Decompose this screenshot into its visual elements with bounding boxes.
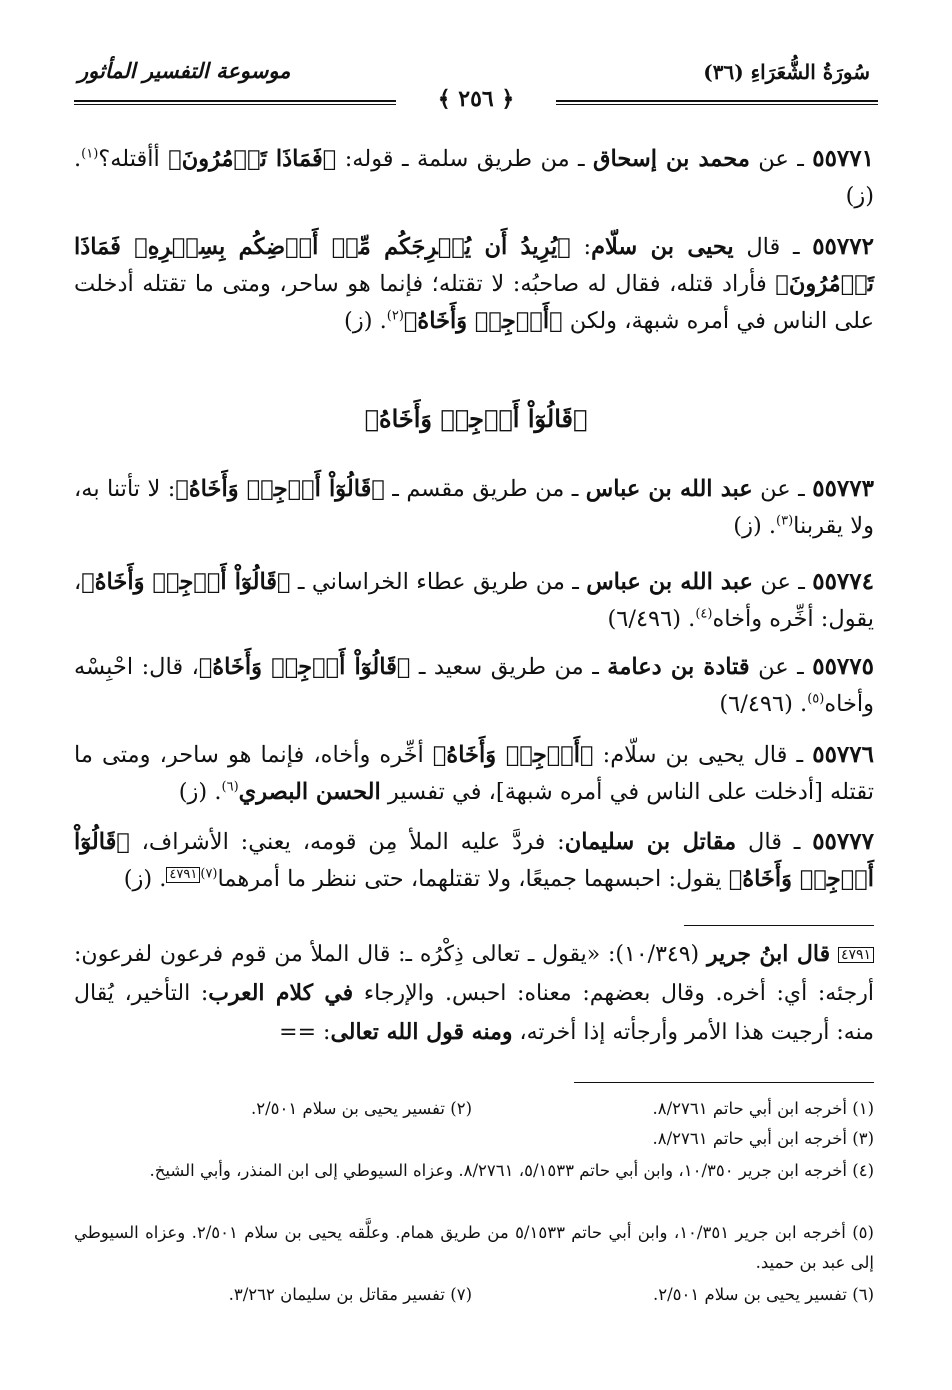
entry-text: ـ عن	[752, 476, 813, 502]
entry-text: ، قال: احْبِسْه وأخاه	[74, 654, 874, 717]
entry-source: . (ز)	[733, 513, 777, 539]
entry-source: . (٦/٤٩٦)	[719, 691, 808, 717]
entry-text: ـ قال	[736, 829, 813, 855]
surah-header: سُورَةُ الشُّعَرَاءِ (٣٦)	[703, 60, 870, 84]
entry-55775	[74, 648, 874, 723]
note-title: قال ابنُ جرير	[706, 941, 831, 967]
entry-number: ٥٥٧٧٧	[812, 828, 874, 855]
entry-text: : فردَّ عليه الملأ مِن قومه، يعني: الأشراف،	[129, 829, 565, 855]
footnote-ref[interactable]: (١)	[81, 146, 99, 162]
entry-source: . (ز)	[178, 779, 222, 805]
narrator-name: مقاتل بن سليمان	[564, 829, 737, 855]
entry-text: :	[570, 234, 592, 260]
entry-text: أخِّره وأخاه، فإنما هو ساحر، ومتى ما تقتله [أدخلت على الناس في أمره شبهة]، في تفسير	[74, 742, 874, 805]
entry-text: ، يقول: أخِّره وأخاه	[74, 569, 874, 632]
entry-55774	[74, 563, 874, 638]
quran-quote: ﴿يُرِيدُ أَن يُخۡرِجَكُم مِّنۡ أَرۡضِكُم بِسِحۡرِهِۦ فَمَاذَا تَأۡمُرُونَ﴾	[74, 234, 874, 297]
entry-number: ٥٥٧٧٤	[812, 568, 874, 595]
narrator-name: يحيى بن سلّام	[591, 234, 734, 260]
note-separator	[684, 925, 874, 926]
entry-source: . (ز)	[123, 866, 167, 892]
entry-text: : لا تأتنا به، ولا يقربنا	[74, 476, 874, 539]
quran-quote: ﴿أَرۡجِهۡ وَأَخَاهُ﴾	[403, 308, 563, 334]
entry-text: ـ عن	[752, 569, 813, 595]
entry-text: ـ قال	[733, 234, 813, 260]
note-text: : التأخير، يُقال منه: أرجيت هذا الأمر وأرجأته إذا أخرته،	[74, 981, 874, 1045]
entry-number: ٥٥٧٧٣	[812, 475, 874, 502]
entry-text: أأقتله؟	[98, 146, 169, 172]
entry-text: ـ عن	[749, 146, 813, 172]
narrator-name: قتادة بن دعامة	[607, 654, 750, 680]
narrator-name: محمد بن إسحاق	[593, 146, 750, 172]
quran-quote: ﴿قَالُوٓاْ أَرۡجِهۡ وَأَخَاهُ﴾	[175, 476, 385, 502]
note-continuation: : ==	[279, 1020, 331, 1045]
footnote-7: (٧) تفسير مقاتل بن سليمان ٣/٢٦٢.	[228, 1285, 472, 1304]
footnote-ref[interactable]: (٦)	[221, 779, 239, 795]
book-title: موسوعة التفسير المأثور	[78, 58, 291, 83]
footnote-5: (٥) أخرجه ابن جرير ١٠/٣٥١، وابن أبي حاتم ٥/١٥٣٣ من طريق همام. وعلَّقه يحيى بن سلام ٢/٥٠١. وعزاه السيوطي إلى عبد بن حميد.	[74, 1223, 874, 1272]
footnote-ref[interactable]: (٤)	[695, 606, 713, 622]
entry-number: ٥٥٧٧٦	[812, 741, 874, 768]
entry-text: ـ من طريق مقسم ـ	[384, 476, 586, 502]
footnote-ref[interactable]: (٢)	[386, 308, 404, 324]
note-tag: ٤٧٩١	[838, 947, 874, 963]
quran-quote: ﴿قَالُوٓاْ أَرۡجِهۡ وَأَخَاهُ﴾	[74, 829, 874, 892]
entry-55771	[74, 140, 874, 215]
entry-text: ـ من طريق عطاء الخراساني ـ	[290, 569, 587, 595]
quran-quote: ﴿فَمَاذَا تَأۡمُرُونَ﴾	[168, 146, 337, 172]
entry-number: ٥٥٧٧١	[812, 145, 874, 172]
quran-quote: ﴿قَالُوٓاْ أَرۡجِهۡ وَأَخَاهُ﴾	[81, 569, 291, 595]
footnote-4: (٤) أخرجه ابن جرير ١٠/٣٥٠، وابن أبي حاتم ٥/١٥٣٣، ٨/٢٧٦١. وعزاه السيوطي إلى ابن المنذر، وأبي الشيخ.	[149, 1161, 874, 1180]
entry-source: . (٦/٤٩٦)	[607, 606, 696, 632]
entry-number: ٥٥٧٧٢	[812, 233, 874, 260]
commentary-note	[74, 935, 874, 1052]
entry-text: ـ من طريق سعيد ـ	[410, 654, 608, 680]
footnote-1: (١) أخرجه ابن أبي حاتم ٨/٢٧٦١.	[652, 1099, 874, 1118]
entry-text: ـ من طريق سلمة ـ قوله:	[336, 146, 594, 172]
footnote-separator	[574, 1082, 874, 1083]
note-bold: في كلام العرب	[208, 980, 354, 1006]
footnote-6: (٦) تفسير يحيى بن سلام ٢/٥٠١.	[653, 1285, 874, 1304]
entry-number: ٥٥٧٧٥	[812, 653, 874, 680]
quran-quote: ﴿قَالُوٓاْ أَرۡجِهۡ وَأَخَاهُ﴾	[198, 654, 411, 680]
note-text: (١٠/٣٤٩): «يقول ـ تعالى ذِكْرُه ـ: قال الملأ من قوم فرعون لفرعون: أرجئه: أي: أخره. وقال بعضهم: معناه: احبس. والإرجاء	[74, 942, 874, 1006]
entry-55777	[74, 823, 874, 898]
narrator-name: عبد الله بن عباس	[585, 476, 753, 502]
entry-text: يقول: احبسهما جميعًا، ولا تقتلهما، حتى ننظر ما أمرهما	[217, 866, 729, 892]
footnote-3: (٣) أخرجه ابن أبي حاتم ٨/٢٧٦١.	[652, 1129, 874, 1148]
entry-55776	[74, 736, 874, 811]
entry-source: . (ز)	[344, 308, 387, 334]
section-heading: ﴿قَالُوٓاْ أَرۡجِهۡ وَأَخَاهُ﴾	[364, 404, 588, 433]
narrator-name: عبد الله بن عباس	[586, 569, 753, 595]
footnote-ref[interactable]: (٣)	[776, 513, 794, 529]
footnote-ref[interactable]: (٧)	[200, 866, 218, 882]
footnote-2: (٢) تفسير يحيى بن سلام ٢/٥٠١.	[251, 1099, 472, 1118]
entry-text: ـ عن	[749, 654, 813, 680]
footnote-ref[interactable]: (٥)	[807, 691, 825, 707]
narrator-name: الحسن البصري	[238, 779, 381, 805]
entry-text: ـ قال يحيى بن سلّام:	[593, 742, 813, 768]
entry-text: فأراد قتله، فقال له صاحبُه: لا تقتله؛ فإنما هو ساحر، ومتى ما تقتله أدخلت على الناس في أمره شبهة، ولكن	[74, 271, 874, 334]
entry-source: . (ز)	[74, 146, 874, 209]
quran-quote: ﴿أَرۡجِهۡ وَأَخَاهُ﴾	[432, 742, 594, 768]
note-bold: ومنه قول الله تعالى	[330, 1019, 513, 1045]
entry-55772	[74, 228, 874, 340]
entry-55773	[74, 470, 874, 545]
note-ref-tag[interactable]: ٤٧٩١	[166, 867, 200, 883]
page-number: ﴿ ٢٥٦ ﴾	[396, 86, 556, 112]
